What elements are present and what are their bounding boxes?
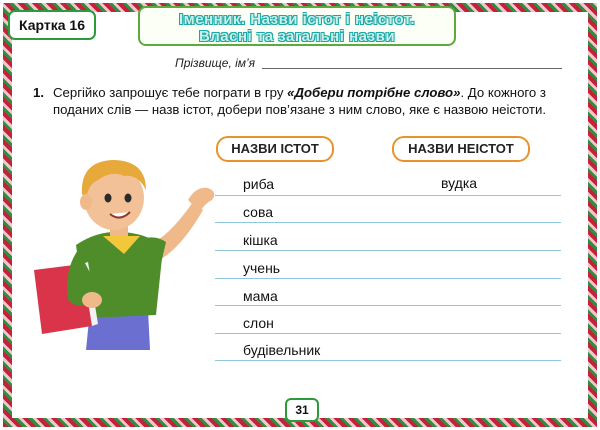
task-text [53, 84, 568, 118]
answer-line[interactable] [215, 305, 561, 306]
answer-line[interactable] [215, 250, 561, 251]
word-item: мама [243, 288, 278, 304]
answer-line[interactable] [215, 333, 561, 334]
game-name: «Добери потрібне слово» [287, 85, 461, 100]
answer-line[interactable] [215, 222, 561, 223]
answer-line[interactable] [215, 278, 561, 279]
header-inanimate-names: НАЗВИ НЕІСТОТ [392, 136, 530, 162]
word-item: учень [243, 260, 281, 276]
answer-item: вудка [441, 175, 478, 191]
task-text-after: . До кожного з поданих слів — назв істот, добери пов’язане з ним слово, яке є назвою неістоти. [53, 85, 546, 117]
page-title [138, 6, 456, 46]
word-item: будівельник [243, 342, 321, 358]
task-number: 1. [33, 85, 44, 100]
card-label: Картка 16 [8, 10, 96, 40]
answer-line[interactable] [215, 195, 561, 196]
word-item: кішка [243, 232, 278, 248]
header-animate-names: НАЗВИ ІСТОТ [216, 136, 334, 162]
boy-illustration [28, 150, 218, 350]
name-field[interactable] [262, 68, 562, 69]
page-number: 31 [285, 398, 319, 422]
name-label: Прізвище, ім’я [175, 56, 256, 70]
title-line-1: Іменник. Назви істот і неістот. [178, 11, 416, 28]
answer-line[interactable] [215, 360, 561, 361]
task-instructions [33, 84, 568, 118]
word-item: слон [243, 315, 274, 331]
word-item: риба [243, 176, 275, 192]
title-line-2: Власні та загальні назви [198, 28, 396, 45]
word-item: сова [243, 204, 274, 220]
task-text-before: Сергійко запрошує тебе пограти в гру [53, 85, 288, 100]
